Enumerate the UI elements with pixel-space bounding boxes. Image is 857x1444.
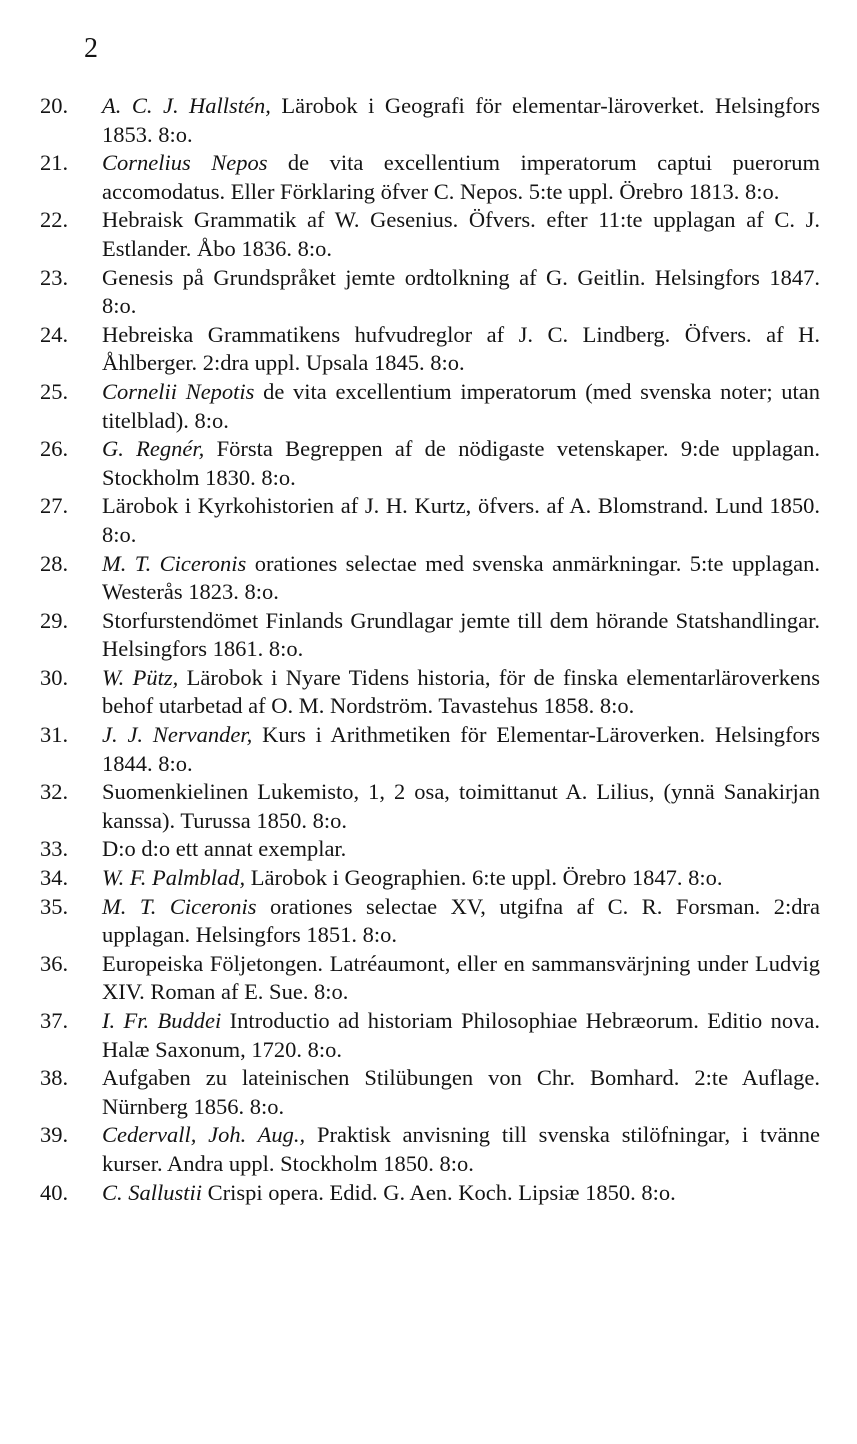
entry-text: Aufgaben zu lateinischen Stilübungen von Chr. Bomhard. 2:te Auflage. Nürnberg 1856. 8:o. xyxy=(102,1065,820,1119)
entry-text: Genesis på Grundspråket jemte ordtolkning af G. Geitlin. Helsingfors 1847. 8:o. xyxy=(102,264,820,319)
list-item xyxy=(40,664,820,721)
list-item xyxy=(40,264,820,321)
entry-number: 28. xyxy=(40,550,69,576)
entry-number: 22. xyxy=(40,207,69,233)
entry-number: 36. xyxy=(40,950,69,976)
entry-author: I. Fr. Buddei xyxy=(102,1008,222,1033)
entry-number: 27. xyxy=(40,493,69,519)
list-item xyxy=(40,92,820,149)
list-item xyxy=(40,893,820,950)
entry-text: de vita excellentium imperatorum (med svenska noter; utan titelblad). 8:o. xyxy=(102,378,821,433)
entry-text: Kurs i Arithmetiken för Elementar-Läroverken. Helsingfors 1844. 8:o. xyxy=(102,722,820,776)
list-item xyxy=(40,778,820,835)
entry-number: 37. xyxy=(40,1008,69,1033)
list-item xyxy=(40,492,820,549)
entry-text: de vita excellentium imperatorum captui puerorum accomodatus. Eller Förklaring öfver C. Nepos. 5:te uppl. Örebro 1813. 8:o. xyxy=(102,150,821,204)
entry-author: W. Pütz, xyxy=(102,664,179,690)
entry-author: C. Sallustii xyxy=(102,1179,203,1205)
entry-number: 38. xyxy=(40,1065,69,1091)
entry-author: Cornelius Nepos xyxy=(102,150,268,176)
list-item xyxy=(40,950,820,1007)
entry-text: Praktisk anvisning till svenska stilöfningar, i tvänne kurser. Andra uppl. Stockholm 1850. 8:o. xyxy=(102,1122,820,1176)
entry-number: 25. xyxy=(40,378,69,404)
entry-number: 33. xyxy=(40,836,69,862)
entry-text: Hebreiska Grammatikens hufvudreglor af J. C. Lindberg. Öfvers. af H. Åhlberger. 2:dra uppl. Upsala 1845. 8:o. xyxy=(102,321,820,376)
list-item xyxy=(40,1179,820,1208)
entry-number: 34. xyxy=(40,865,69,891)
entry-text: Lärobok i Geographien. 6:te uppl. Örebro 1847. 8:o. xyxy=(245,865,723,891)
entry-text: Crispi opera. Edid. G. Aen. Koch. Lipsiæ 1850. 8:o. xyxy=(202,1179,676,1205)
list-item xyxy=(40,607,820,664)
list-item xyxy=(40,435,820,492)
list-item xyxy=(40,550,820,607)
entry-author: J. J. Nervander, xyxy=(102,722,253,748)
entry-author: Cornelii Nepotis xyxy=(102,378,255,404)
entry-text: Första Begreppen af de nödigaste vetenskaper. 9:de upplagan. Stockholm 1830. 8:o. xyxy=(102,436,820,490)
list-item xyxy=(40,721,820,778)
entry-text: Lärobok i Geografi för elementar-läroverket. Helsingfors 1853. 8:o. xyxy=(102,93,820,147)
entry-author: W. F. Palmblad, xyxy=(102,865,246,891)
page-number: 2 xyxy=(84,33,98,64)
entry-text: Lärobok i Nyare Tidens historia, för de finska elementarläroverkens behof utarbetad af O. M. Nordström. Tavastehus 1858. 8:o. xyxy=(102,664,820,719)
entry-text: Lärobok i Kyrkohistorien af J. H. Kurtz, öfvers. af A. Blomstrand. Lund 1850. 8:o. xyxy=(102,493,820,547)
bibliography-list xyxy=(40,92,820,1207)
entry-number: 20. xyxy=(40,93,69,118)
entry-text: orationes selectae med svenska anmärkningar. 5:te upplagan. Westerås 1823. 8:o. xyxy=(102,550,821,605)
list-item xyxy=(40,835,820,864)
entry-number: 21. xyxy=(40,150,69,176)
entry-number: 39. xyxy=(40,1122,69,1148)
entry-number: 32. xyxy=(40,779,69,805)
entry-number: 31. xyxy=(40,722,69,748)
entry-text: D:o d:o ett annat exemplar. xyxy=(102,836,347,862)
entry-author: Cedervall, Joh. Aug., xyxy=(102,1122,306,1148)
entry-number: 24. xyxy=(40,321,69,347)
list-item xyxy=(40,206,820,263)
entry-number: 23. xyxy=(40,264,69,290)
entry-number: 40. xyxy=(40,1179,69,1205)
list-item xyxy=(40,864,820,893)
entry-author: G. Regnér, xyxy=(102,436,205,462)
entry-number: 30. xyxy=(40,664,69,690)
entry-text: Introductio ad historiam Philosophiae Hebræorum. Editio nova. Halæ Saxonum, 1720. 8:o. xyxy=(102,1008,820,1062)
entry-text: Hebraisk Grammatik af W. Gesenius. Öfvers. efter 11:te upplagan af C. J. Estlander. Åbo 1836. 8:o. xyxy=(102,207,820,261)
entry-text: Storfurstendömet Finlands Grundlagar jemte till dem hörande Statshandlingar. Helsingfors 1861. 8:o. xyxy=(102,607,820,662)
list-item xyxy=(40,1064,820,1121)
entry-text: orationes selectae XV, utgifna af C. R. Forsman. 2:dra upplagan. Helsingfors 1851. 8:o. xyxy=(102,893,820,948)
entry-number: 29. xyxy=(40,607,69,633)
entry-author: M. T. Ciceronis xyxy=(102,550,247,576)
list-item xyxy=(40,1007,820,1064)
list-item xyxy=(40,378,820,435)
entry-text: Europeiska Följetongen. Latréaumont, eller en sammansvärjning under Ludvig XIV. Roman af E. Sue. 8:o. xyxy=(102,950,820,1005)
entry-number: 26. xyxy=(40,436,69,462)
list-item xyxy=(40,149,820,206)
entry-author: A. C. J. Hallstén, xyxy=(102,93,271,118)
entry-text: Suomenkielinen Lukemisto, 1, 2 osa, toimittanut A. Lilius, (ynnä Sanakirjan kanssa). Turussa 1850. 8:o. xyxy=(102,779,820,833)
entry-author: M. T. Ciceronis xyxy=(102,893,257,919)
entry-number: 35. xyxy=(40,893,69,919)
list-item xyxy=(40,1121,820,1178)
list-item xyxy=(40,321,820,378)
